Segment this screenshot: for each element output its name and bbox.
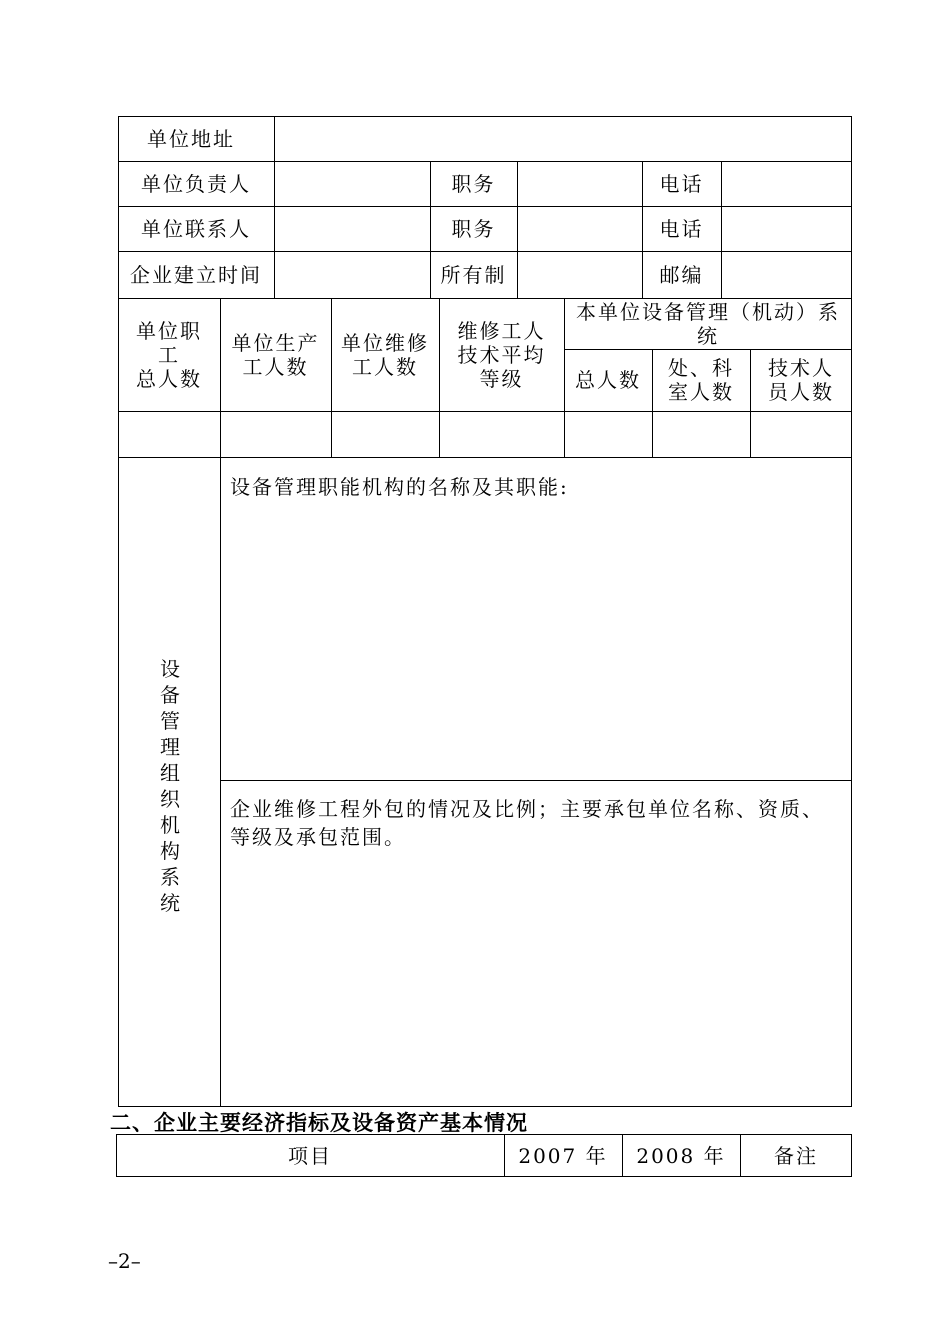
production-workers-header: 单位生产 工人数: [231, 330, 320, 379]
header-remarks: 备注: [774, 1143, 818, 1168]
system-total-field[interactable]: [565, 412, 652, 457]
outsourcing-field[interactable]: [221, 855, 851, 1105]
row-divider: [118, 457, 852, 458]
org-function-prompt: 设备管理职能机构的名称及其职能:: [230, 475, 569, 499]
header-2008: 2008 年: [636, 1143, 726, 1168]
header-2007: 2007 年: [518, 1143, 608, 1168]
postcode-field[interactable]: [722, 252, 851, 298]
ownership-label: 所有制: [440, 262, 507, 287]
total-staff-field[interactable]: [119, 412, 220, 457]
maintenance-workers-header: 单位维修 工人数: [341, 330, 429, 379]
contact-name-field[interactable]: [275, 207, 430, 251]
postcode-label: 邮编: [659, 262, 704, 287]
founded-field[interactable]: [275, 252, 430, 298]
outsourcing-prompt: 企业维修工程外包的情况及比例；主要承包单位名称、资质、 等级及承包范围。: [230, 797, 824, 849]
head-position-label: 职务: [451, 171, 496, 196]
head-phone-field[interactable]: [722, 162, 851, 206]
head-phone-label: 电话: [659, 171, 704, 196]
management-system-header: 本单位设备管理（机动）系 统: [576, 299, 840, 348]
ownership-field[interactable]: [518, 252, 642, 298]
system-tech-field[interactable]: [751, 412, 851, 457]
contact-phone-field[interactable]: [722, 207, 851, 251]
total-staff-header: 单位职 工 总人数: [136, 318, 202, 391]
avg-grade-field[interactable]: [440, 412, 564, 457]
production-workers-field[interactable]: [221, 412, 331, 457]
contact-phone-label: 电话: [659, 216, 704, 241]
avg-grade-header: 维修工人 技术平均 等级: [457, 318, 546, 391]
founded-label: 企业建立时间: [130, 262, 262, 287]
system-tech-header: 技术人 员人数: [768, 356, 834, 404]
contact-position-field[interactable]: [518, 207, 642, 251]
maintenance-workers-field[interactable]: [332, 412, 439, 457]
contact-position-label: 职务: [451, 216, 496, 241]
org-system-label: 设备管理组织机构系统: [160, 657, 180, 915]
section-2-title: 二、企业主要经济指标及设备资产基本情况: [110, 1111, 528, 1135]
head-name-field[interactable]: [275, 162, 430, 206]
header-item: 项目: [288, 1143, 332, 1168]
contact-label: 单位联系人: [141, 216, 251, 241]
head-label: 单位负责人: [141, 171, 251, 196]
address-field[interactable]: [275, 117, 851, 161]
page-number: –2–: [108, 1249, 141, 1273]
org-function-field[interactable]: [221, 505, 851, 779]
system-total-header: 总人数: [575, 368, 641, 392]
system-office-field[interactable]: [653, 412, 750, 457]
row-divider: [220, 780, 852, 781]
address-label: 单位地址: [147, 126, 235, 151]
system-office-header: 处、科 室人数: [668, 356, 734, 404]
head-position-field[interactable]: [518, 162, 642, 206]
